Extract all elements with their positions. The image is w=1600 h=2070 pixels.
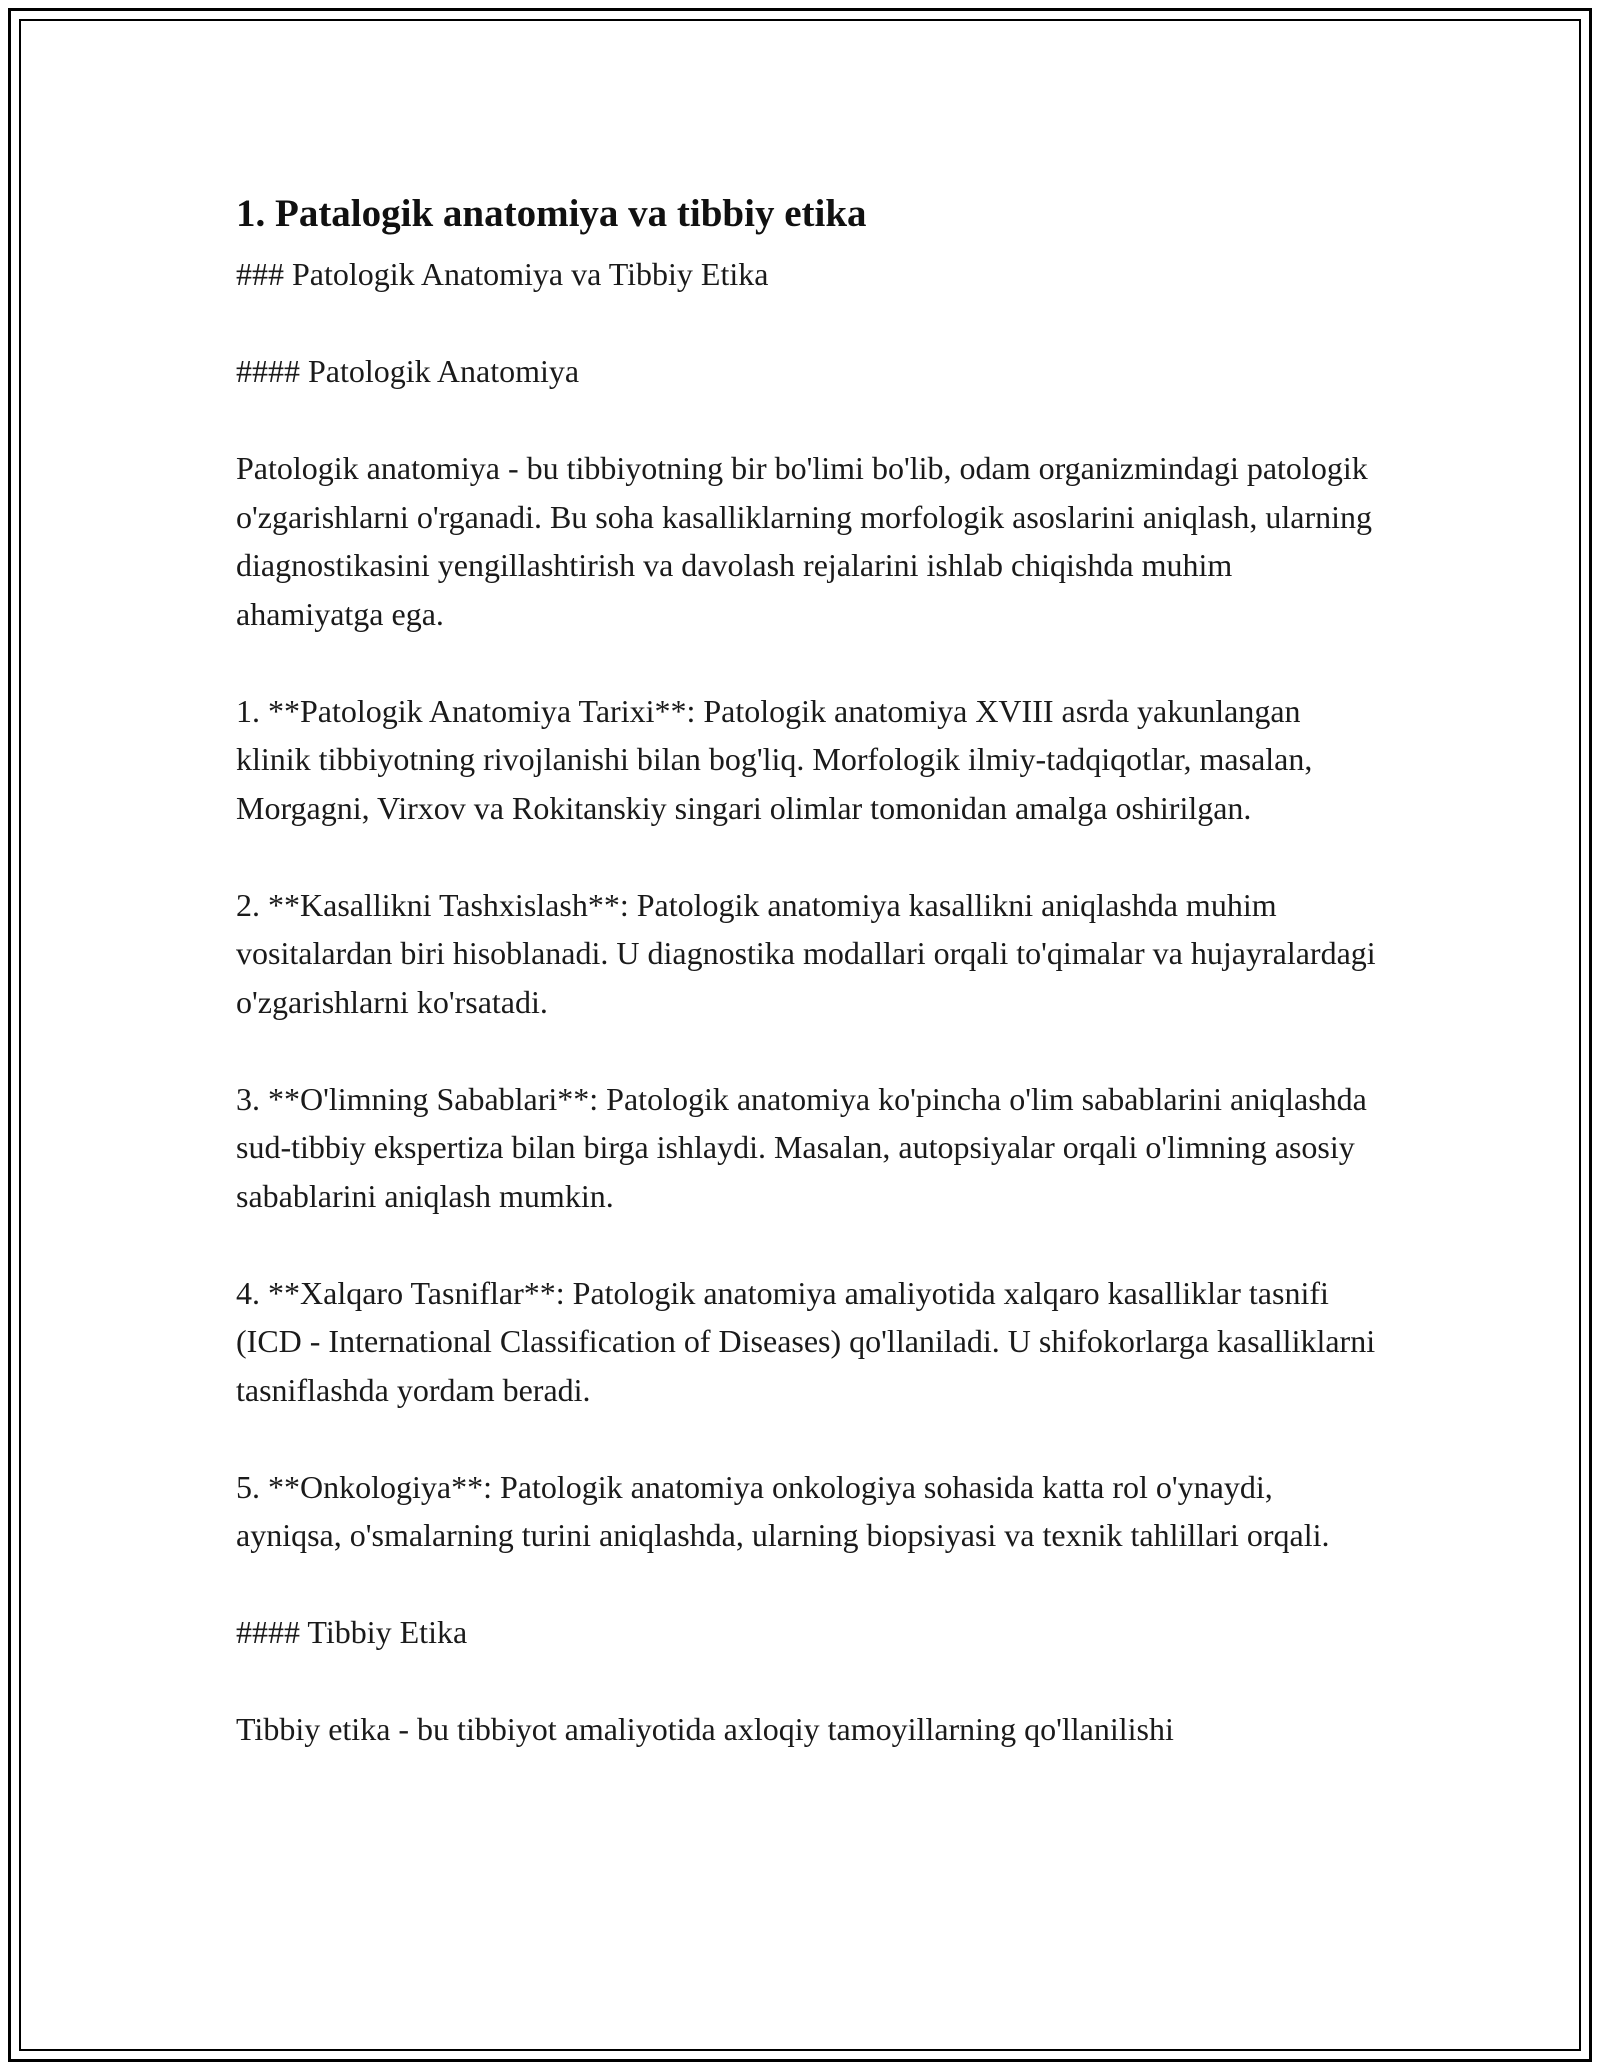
list-item-onkologiya: 5. **Onkologiya**: Patologik anatomiya onkologiya sohasida katta rol o'ynaydi, ayniqsa, o'smalarning turini aniqlashda, ularning biopsiyasi va texnik tahlillari orqali. xyxy=(236,1468,1330,1553)
heading-patologik-anatomiya-va-tibbiy-etika: ### Patologik Anatomiya va Tibbiy Etika xyxy=(236,256,769,292)
heading-tibbiy-etika: #### Tibbiy Etika xyxy=(236,1614,468,1650)
list-item-olim-sabablari: 3. **O'limning Sabablari**: Patologik anatomiya ko'pincha o'lim sabablarini aniqlashda sud-tibbiy ekspertiza bilan birga ishlaydi. Masalan, autopsiyalar orqali o'limning asosiy sabablarini aniqlash mumkin. xyxy=(236,1080,1367,1214)
list-item-tashxislash: 2. **Kasallikni Tashxislash**: Patologik anatomiya kasallikni aniqlashda muhim vositalardan biri hisoblanadi. U diagnostika modallari orqali to'qimalar va hujayralardagi o'zgarishlarni ko'rsatadi. xyxy=(236,886,1376,1020)
heading-patologik-anatomiya: #### Patologik Anatomiya xyxy=(236,353,580,389)
paragraph-intro: Patologik anatomiya - bu tibbiyotning bir bo'limi bo'lib, odam organizmindagi patologik o'zgarishlarni o'rganadi. Bu soha kasalliklarning morfologik asoslarini aniqlash, ularning diagnostikasini yengillashtirish va davolash rejalarini ishlab chiqishda muhim ahamiyatga ega. xyxy=(236,450,1373,632)
paragraph-tibbiy-etika: Tibbiy etika - bu tibbiyot amaliyotida axloqiy tamoyillarning qo'llanilishi xyxy=(236,1711,1174,1747)
document-body xyxy=(236,186,1376,1802)
document-title: 1. Patalogik anatomiya va tibbiy etika xyxy=(236,192,867,235)
list-item-tarixi: 1. **Patologik Anatomiya Tarixi**: Patologik anatomiya XVIII asrda yakunlangan klinik tibbiyotning rivojlanishi bilan bog'liq. Morfologik ilmiy-tadqiqotlar, masalan, Morgagni, Virxov va Rokitanskiy singari olimlar tomonidan amalga oshirilgan. xyxy=(236,692,1313,826)
list-item-xalqaro-tasniflar: 4. **Xalqaro Tasniflar**: Patologik anatomiya amaliyotida xalqaro kasalliklar tasnifi (ICD - International Classification of Diseases) qo'llaniladi. U shifokorlarga kasalliklarni tasniflashda yordam beradi. xyxy=(236,1274,1376,1408)
